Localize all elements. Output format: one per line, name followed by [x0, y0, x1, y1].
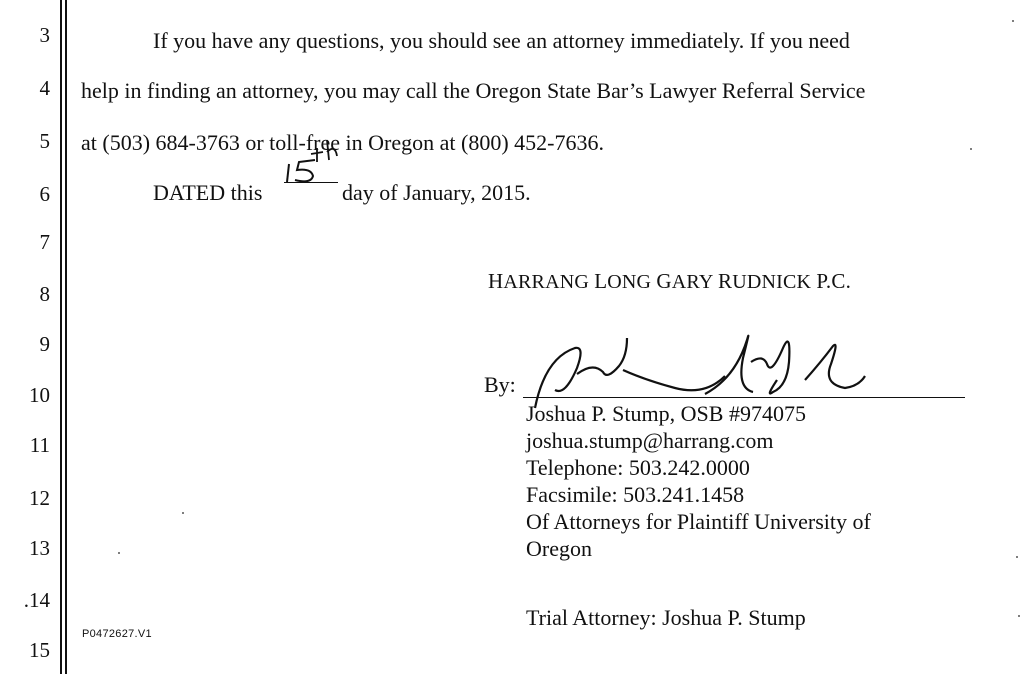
scan-speck: [1018, 615, 1020, 617]
line-number: 11: [29, 433, 50, 457]
line-number: 5: [39, 129, 50, 153]
attorney-role-line-1: Of Attorneys for Plaintiff University of: [526, 509, 871, 534]
margin-rule-right: [65, 0, 67, 674]
scan-speck: [118, 552, 120, 554]
scan-speck: [1012, 20, 1014, 22]
firm-name: HARRANG LONG GARY RUDNICK P.C.: [488, 269, 852, 293]
line-number: .14: [23, 588, 50, 612]
attorney-name: Joshua P. Stump, OSB #974075: [526, 401, 806, 426]
line-number: 12: [29, 486, 50, 510]
scan-speck: [1016, 556, 1018, 558]
line-number: 15: [29, 638, 50, 662]
line-number: 3: [39, 23, 50, 47]
line-number: 6: [39, 182, 50, 206]
attorney-info: [526, 400, 871, 562]
line-number: 7: [39, 230, 50, 254]
dated-suffix: day of January, 2015.: [342, 180, 531, 205]
line-number: 8: [39, 282, 50, 306]
trial-attorney: Trial Attorney: Joshua P. Stump: [526, 605, 806, 630]
handwritten-day: [283, 138, 355, 186]
paragraph-line-1: If you have any questions, you should see an attorney immediately. If you need: [153, 28, 850, 53]
attorney-telephone: Telephone: 503.242.0000: [526, 455, 750, 480]
scan-speck: [970, 148, 972, 150]
attorney-role-line-2: Oregon: [526, 536, 592, 561]
paragraph-line-2: help in finding an attorney, you may call the Oregon State Bar’s Lawyer Referral Service: [81, 78, 866, 103]
line-number: 4: [39, 76, 50, 100]
scan-speck: [182, 512, 184, 514]
document-id: P0472627.V1: [82, 628, 152, 640]
line-number: 10: [29, 383, 50, 407]
attorney-email[interactable]: joshua.stump@harrang.com: [526, 428, 774, 453]
paragraph-line-3: at (503) 684-3763 or toll-free in Oregon at (800) 452-7636.: [81, 130, 604, 155]
line-number: 13: [29, 536, 50, 560]
by-label: By:: [484, 372, 516, 397]
margin-rule-left: [60, 0, 62, 674]
attorney-facsimile: Facsimile: 503.241.1458: [526, 482, 745, 507]
dated-prefix: DATED this: [153, 180, 263, 205]
line-number: 9: [39, 332, 50, 356]
